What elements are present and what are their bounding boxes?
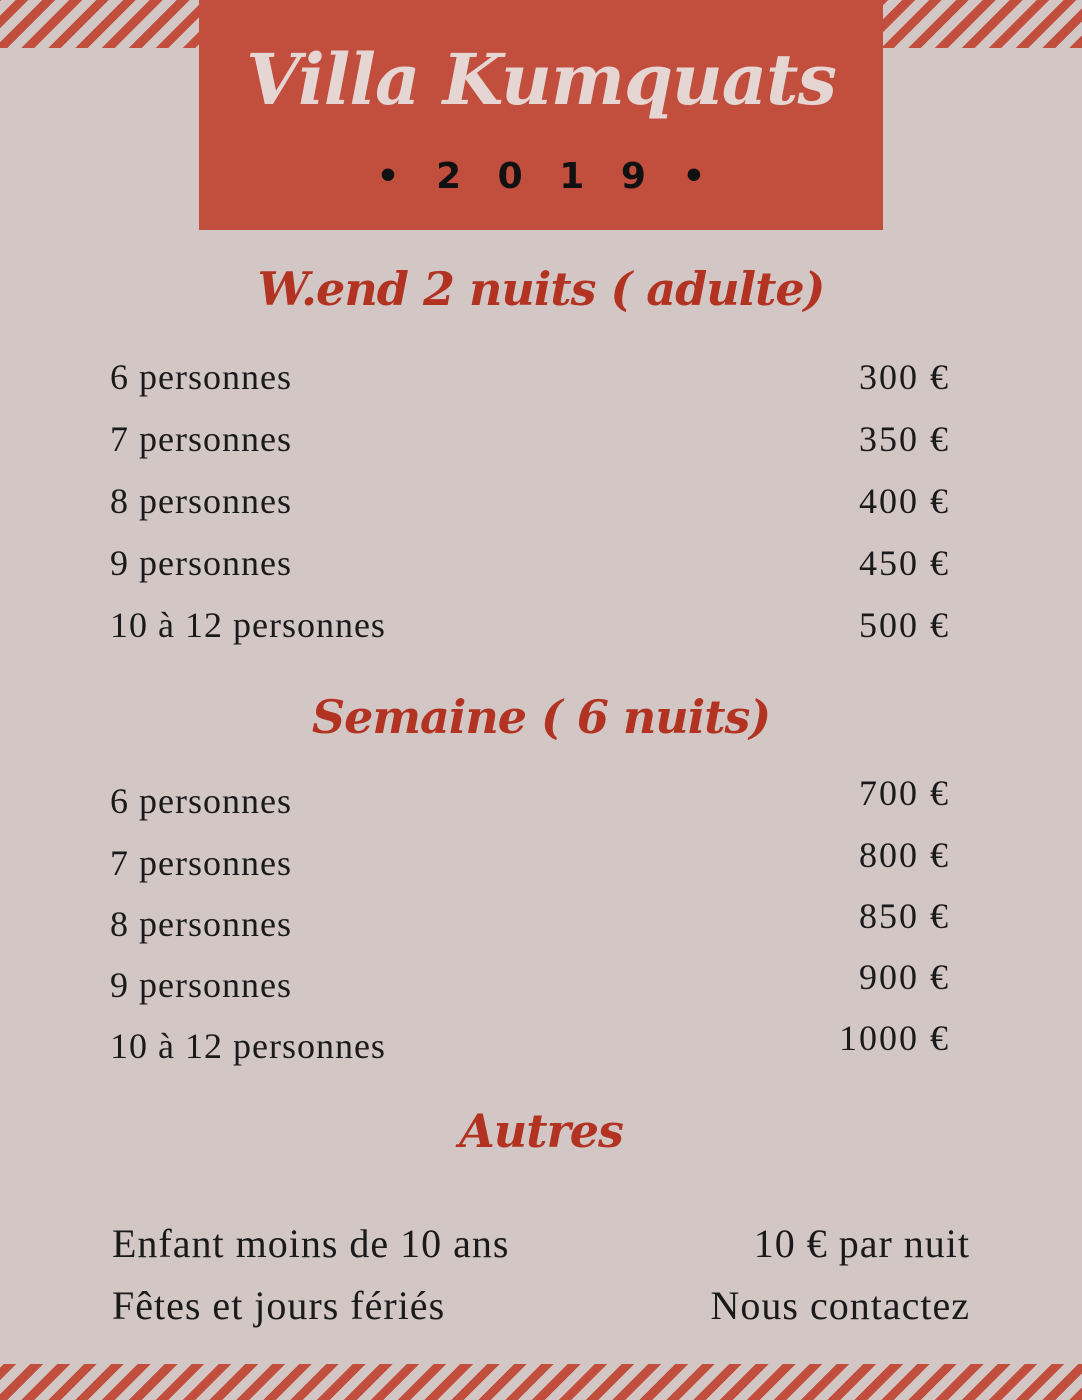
row-label: 10 à 12 personnes [110, 1026, 386, 1066]
price-row [110, 835, 950, 886]
row-label: 10 à 12 personnes [110, 605, 386, 645]
row-label: 9 personnes [110, 965, 292, 1005]
row-label: 7 personnes [110, 843, 292, 883]
price-row [110, 957, 950, 1008]
row-price: 500 € [859, 605, 950, 645]
price-row [110, 418, 950, 462]
row-price: 1000 € [839, 1018, 950, 1058]
row-label: 9 personnes [110, 543, 292, 583]
row-price: 850 € [859, 896, 950, 936]
row-label: 8 personnes [110, 904, 292, 944]
row-price: 800 € [859, 835, 950, 875]
price-row [110, 604, 950, 648]
row-label: 6 personnes [110, 781, 292, 821]
year-label: • 2 0 1 9 • [376, 156, 718, 197]
price-row [110, 356, 950, 400]
other-row [112, 1220, 970, 1268]
row-label: Enfant moins de 10 ans [112, 1221, 510, 1266]
price-row [110, 773, 950, 824]
row-label: Fêtes et jours fériés [112, 1283, 446, 1328]
row-price: Nous contactez [710, 1283, 970, 1328]
row-price: 900 € [859, 957, 950, 997]
row-label: 7 personnes [110, 419, 292, 459]
row-label: 8 personnes [110, 481, 292, 521]
price-row [110, 480, 950, 524]
row-price: 400 € [859, 481, 950, 521]
other-row [112, 1282, 970, 1330]
row-label: 6 personnes [110, 357, 292, 397]
row-price: 350 € [859, 419, 950, 459]
section-title-week: Semaine ( 6 nuits) [311, 690, 771, 744]
page-title: Villa Kumquats [246, 38, 836, 121]
price-row [110, 896, 950, 947]
section-title-other: Autres [459, 1104, 623, 1158]
section-title-weekend: W.end 2 nuits ( adulte) [257, 262, 825, 316]
title-banner [199, 0, 883, 230]
row-price: 10 € par nuit [753, 1221, 970, 1266]
price-row [110, 542, 950, 586]
price-row [110, 1018, 950, 1069]
row-price: 700 € [859, 773, 950, 813]
row-price: 300 € [859, 357, 950, 397]
row-price: 450 € [859, 543, 950, 583]
bottom-stripe-border [0, 1364, 1082, 1400]
